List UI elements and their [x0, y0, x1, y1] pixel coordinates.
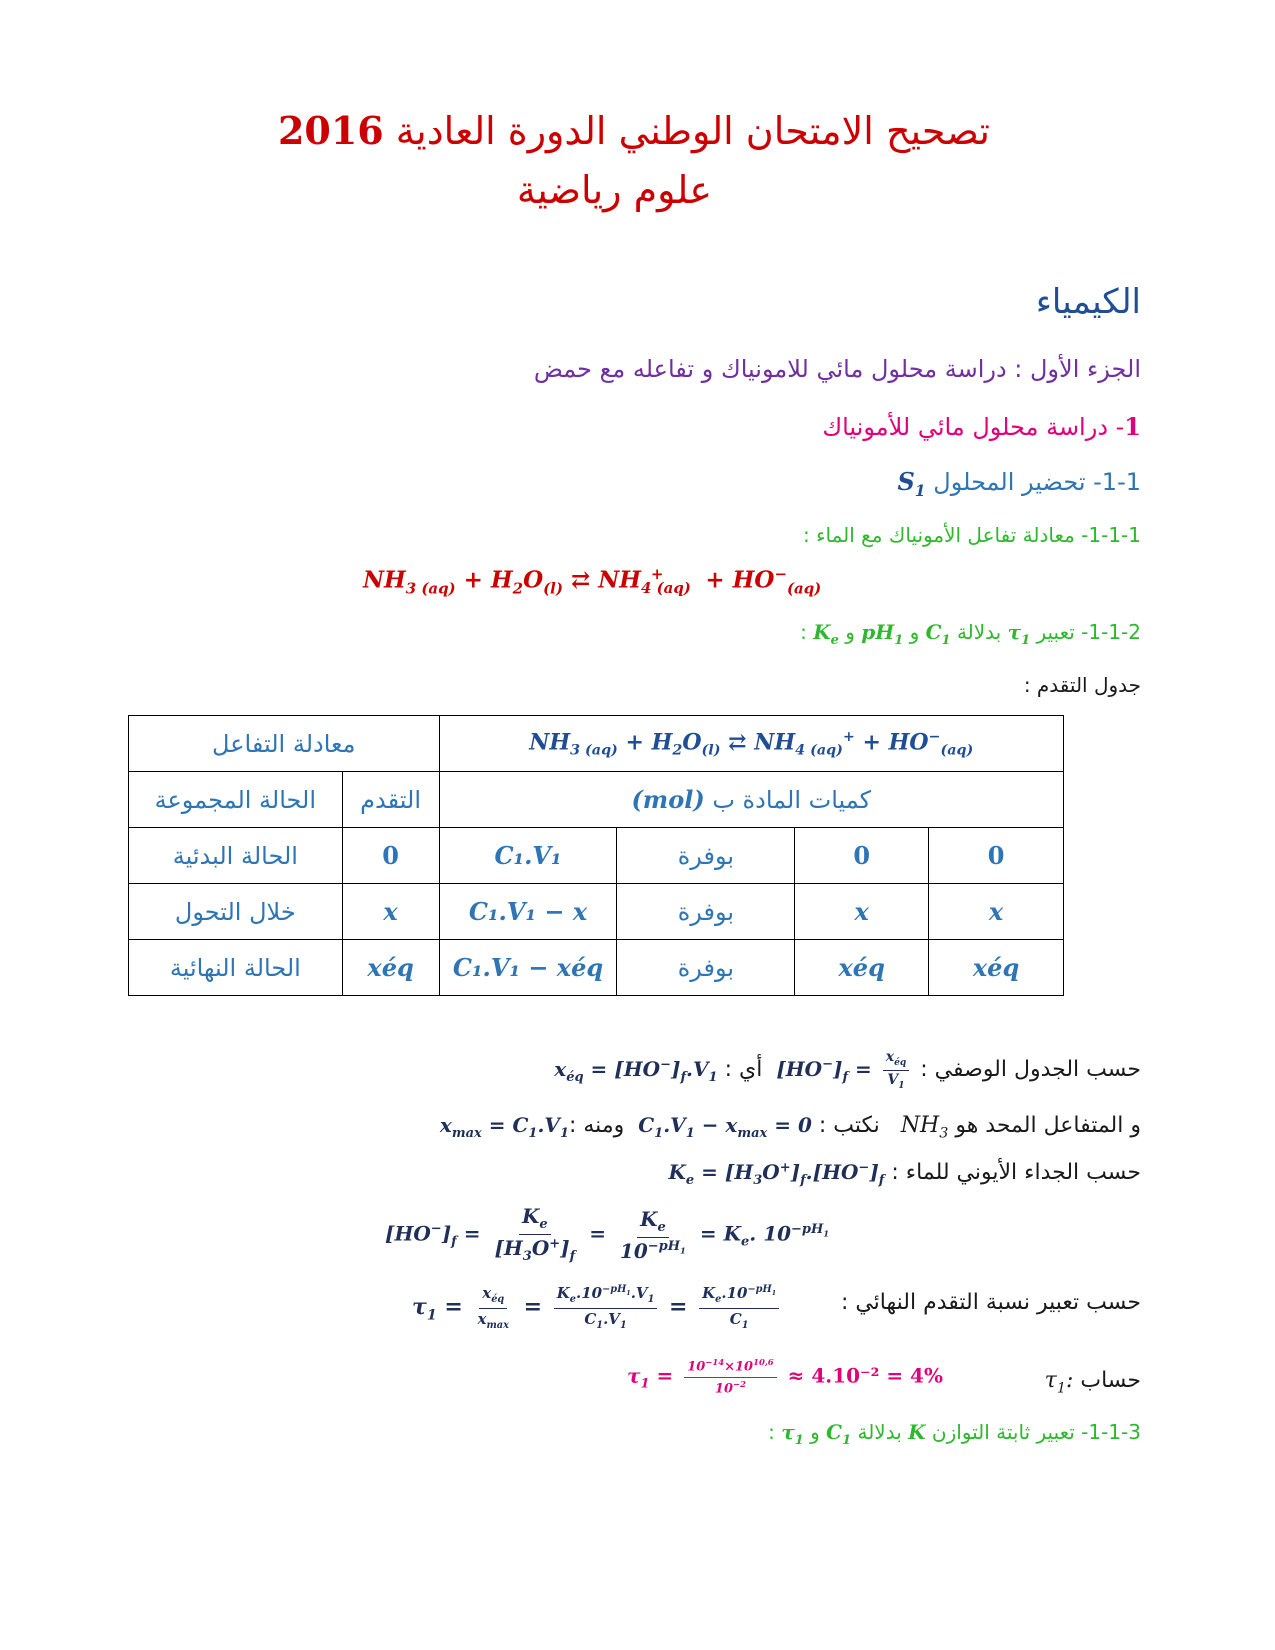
eq-header-cell: معادلة التفاعل	[129, 716, 440, 772]
adv-cell: 0	[342, 828, 439, 884]
q1-1-1-heading: 1-1-1- معادلة تفاعل الأمونياك مع الماء :	[803, 523, 1141, 547]
desc-table-line: حسب الجدول الوصفي : $[HO^-]_f$ = $\frac{x_{éq}}{V_1}$ أي : $x_{éq} = [HO^-]_f.V_1$	[554, 1049, 1141, 1091]
part1-heading: الجزء الأول : دراسة محلول مائي للامونياك و تفاعله مع حمض	[533, 355, 1141, 383]
page-title	[180, 108, 990, 153]
tau-expression: $\tau_1$ = $\frac{x_{éq}}{x_{max}}$ = $\frac{K_e.10^{-pH_1}.V_1}{C_1.V_1}$ = $\frac{K_e.10^{-pH_1}}{C_1}$	[412, 1285, 783, 1331]
page-subtitle: علوم رياضية	[516, 168, 712, 212]
state-cell: الحالة البدئية	[129, 828, 343, 884]
q1-1-3-label: 1-1-3- تعبير ثابتة التوازن	[931, 1420, 1141, 1444]
advance-header: التقدم	[342, 772, 439, 828]
table-row	[129, 772, 1064, 828]
and-2: و	[845, 620, 855, 644]
h2o-cell: بوفرة	[617, 884, 795, 940]
quantities-label: كميات المادة ب	[712, 786, 872, 814]
desc-table-label: حسب الجدول الوصفي :	[920, 1056, 1141, 1082]
title-text: تصحيح الامتحان الوطني الدورة العادية	[395, 109, 990, 153]
limiting-prefix: و المتفاعل المحد هو	[955, 1113, 1141, 1138]
table-title: جدول التقدم :	[1023, 673, 1141, 697]
colon-2: :	[768, 1420, 775, 1444]
h2o-cell: بوفرة	[617, 940, 795, 996]
ionic-product-line: حسب الجداء الأيوني للماء : $K_e = [H_3O^+]_f.[HO^-]_f$	[668, 1160, 1141, 1188]
adv-cell: x	[342, 884, 439, 940]
q1-title: - دراسة محلول مائي للأمونياك	[822, 413, 1125, 441]
wa-minhu-label: ومنه :	[568, 1113, 625, 1138]
table-row	[129, 884, 1064, 940]
state-cell: الحالة النهائية	[129, 940, 343, 996]
q1-1-2-bdalala: بدلالة	[956, 620, 1002, 644]
eq-formula-cell: $NH_{3 (aq)} + H_2O_{(l)}$ ⇄ $NH_{4 (aq)}^+ + HO^-_{(aq)}$	[439, 716, 1063, 772]
section-chemistry: الكيمياء	[1035, 282, 1141, 322]
q1-1-2-label: 1-1-2- تعبير	[1036, 620, 1141, 644]
state-cell: خلال التحول	[129, 884, 343, 940]
q1-1-2-heading: 1-1-2- تعبير $\tau_1$ بدلالة $C_1$ و $pH_1$ و $K_e$ :	[800, 620, 1141, 648]
table-row	[129, 716, 1064, 772]
ho-cell: x	[929, 884, 1064, 940]
nh3-cell: C₁.V₁	[439, 828, 617, 884]
table-row	[129, 940, 1064, 996]
q1-1-3-tail: بدلالة	[857, 1420, 902, 1444]
tau-calc-line: حساب $\tau_1$:	[1044, 1368, 1141, 1397]
table-row	[129, 828, 1064, 884]
state-header: الحالة المجموعة	[129, 772, 343, 828]
tau-calc-label: حساب	[1080, 1368, 1141, 1393]
nh4-cell: 0	[795, 828, 929, 884]
tau-calculation: $\tau_1$ = $\frac{10^{-14}\times 10^{10,6}}{10^{-2}}$ ≈ 4.10⁻² = 4%	[627, 1357, 943, 1396]
tau-expression-line	[841, 1290, 1141, 1315]
nh3-cell: C₁.V₁ − x	[439, 884, 617, 940]
q1-heading	[822, 412, 1141, 441]
and-3: و	[810, 1420, 820, 1444]
ho-expression: $[HO^-]_f$ = $\frac{K_e}{[H_3O^+]_f}$ = $\frac{K_e}{10^{-pH_1}}$ = $K_e$. $10^{-pH_1}$	[385, 1204, 830, 1265]
q1-1-label: 1-1- تحضير المحلول	[933, 468, 1141, 496]
quantities-unit: (mol)	[631, 785, 705, 814]
q1-1-3-heading: 1-1-3- تعبير ثابتة التوازن K بدلالة $C_1$ و $\tau_1$ :	[768, 1420, 1141, 1448]
ay-label: أي :	[724, 1056, 763, 1082]
colon-1: :	[800, 620, 807, 644]
adv-cell: xéq	[342, 940, 439, 996]
ho-cell: xéq	[929, 940, 1064, 996]
h2o-cell: بوفرة	[617, 828, 795, 884]
reaction-equation: $NH_{3 (aq)} + H_2O_{(l)}$ ⇄ $NH_{4 (aq)}^+ + HO^-_{(aq)}$	[363, 565, 822, 598]
nh3-cell: C₁.V₁ − xéq	[439, 940, 617, 996]
ionic-product-label: حسب الجداء الأيوني للماء :	[891, 1160, 1141, 1185]
nh4-cell: xéq	[795, 940, 929, 996]
q1-1-heading	[897, 467, 1141, 500]
tau-expr-label: حسب تعبير نسبة التقدم النهائي :	[840, 1290, 1141, 1315]
s1-symbol: $S_1$	[897, 467, 926, 500]
and-1: و	[909, 620, 920, 644]
q1-number: 1	[1124, 412, 1141, 441]
nh4-cell: x	[795, 884, 929, 940]
ho-cell: 0	[929, 828, 1064, 884]
title-year: 2016	[277, 108, 384, 153]
tau-result: ≈ 4.10⁻² = 4%	[787, 1363, 943, 1388]
limiting-line: و المتفاعل المحد هو $NH_3$ نكتب : $C_1.V_1 - x_{max} = 0$ ومنه $:x_{max} = C_1.V_1$	[439, 1113, 1141, 1142]
quantities-header	[439, 772, 1063, 828]
advancement-table	[128, 715, 1064, 996]
naktub-label: نكتب :	[818, 1113, 880, 1138]
